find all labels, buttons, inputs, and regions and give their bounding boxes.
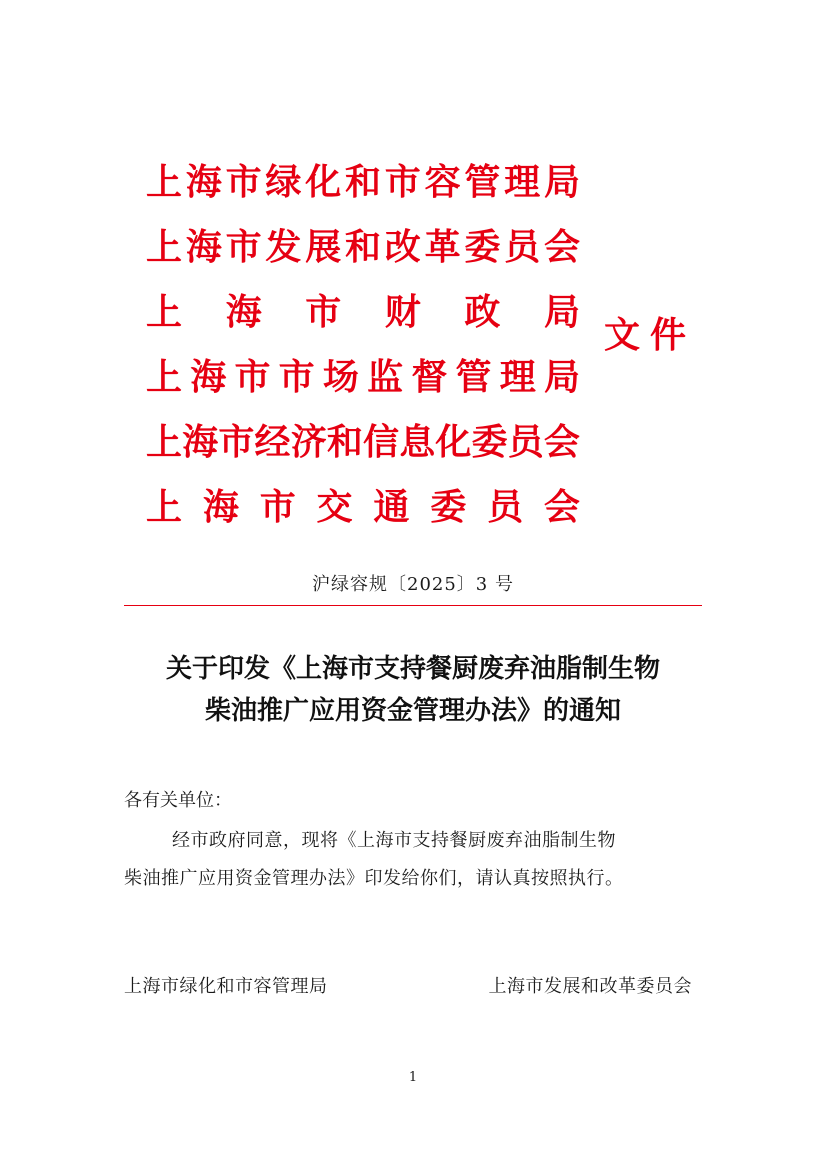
title-line-2: 柴油推广应用资金管理办法》的通知	[204, 696, 621, 726]
title-line-1: 关于印发《上海市支持餐厨废弃油脂制生物	[165, 654, 660, 684]
body-paragraph	[124, 822, 714, 898]
page-number: 1	[408, 1070, 418, 1085]
issuer-line: 上 海 市 交 通 委 员 会	[146, 486, 580, 528]
paragraph-line-2: 柴油推广应用资金管理办法》印发给你们，请认真按照执行。	[124, 868, 624, 889]
signature-row	[124, 972, 692, 998]
issuer-line: 上 海 市 绿 化 和 市 容 管 理 局	[146, 161, 580, 203]
issuer-line: 上 海 市 发 展 和 改 革 委 员 会	[146, 226, 580, 268]
document-title	[110, 648, 716, 732]
red-divider	[124, 605, 702, 606]
issuer-list	[146, 150, 580, 540]
issuer-line: 上 海 市 财 政 局	[146, 291, 580, 333]
paragraph-line-1: 经市政府同意，现将《上海市支持餐厨废弃油脂制生物	[172, 830, 616, 851]
document-suffix: 文件	[604, 314, 697, 356]
document-number: 沪绿容规〔2025〕3 号	[312, 574, 514, 595]
issuer-line: 上 海 市 市 场 监 督 管 理 局	[146, 356, 580, 398]
salutation: 各有关单位：	[124, 790, 232, 811]
issuer-line: 上 海 市 经 济 和 信 息 化 委 员 会	[146, 421, 580, 463]
signature-right: 上海市发展和改革委员会	[488, 976, 692, 997]
signature-left: 上海市绿化和市容管理局	[124, 976, 328, 997]
